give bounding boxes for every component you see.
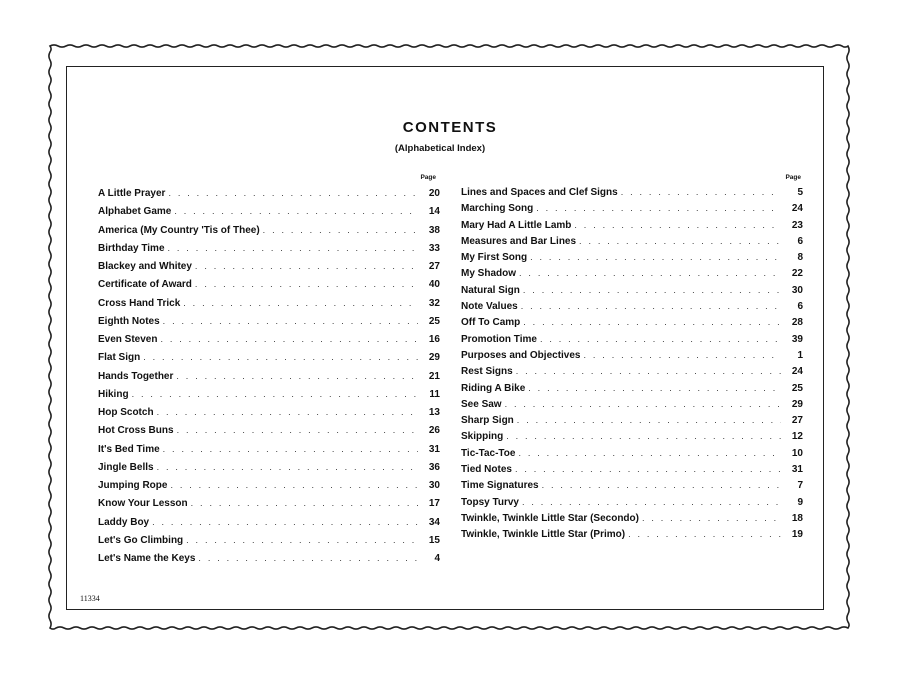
dot-leader: [574, 217, 781, 233]
entry-page-number: 5: [797, 187, 803, 198]
entry-page-number: 11: [429, 388, 440, 400]
contents-entry: [98, 348, 440, 366]
entry-title: Let's Name the Keys: [98, 553, 196, 564]
entry-title: Birthday Time: [98, 242, 165, 254]
entry-page-number: 30: [428, 480, 440, 491]
dot-leader: [157, 403, 418, 421]
contents-entry: [461, 477, 803, 493]
contents-entry: [461, 445, 803, 461]
contents-entry: [461, 217, 803, 233]
contents-entry: [461, 526, 803, 542]
dot-leader: [170, 476, 418, 494]
entry-page-number: 28: [791, 317, 803, 329]
dot-leader: [157, 458, 418, 476]
entry-page-number: 10: [791, 447, 803, 459]
contents-column-right: [461, 174, 803, 543]
entry-title: My Shadow: [461, 268, 517, 280]
contents-entry: [461, 265, 803, 281]
contents-entry: [461, 461, 803, 477]
entry-title: It's Bed Time: [98, 443, 160, 455]
dot-leader: [168, 239, 419, 257]
dot-leader: [542, 477, 781, 493]
entry-title: Jumping Rope: [98, 480, 168, 491]
entry-title: Blackey and Whitey: [98, 261, 192, 272]
dot-leader: [174, 202, 418, 220]
dot-leader: [132, 385, 418, 403]
contents-entry: [98, 184, 440, 202]
contents-entry: [98, 440, 440, 458]
entry-title: Tic-Tac-Toe: [461, 447, 516, 459]
dot-leader: [163, 312, 418, 330]
page-title: CONTENTS: [402, 119, 498, 136]
entry-page-number: 39: [791, 333, 803, 345]
entry-page-number: 29: [428, 352, 440, 364]
contents-entry: [98, 294, 440, 312]
entry-title: Flat Sign: [98, 352, 141, 364]
entry-title: Lines and Spaces and Clef Signs: [461, 187, 618, 198]
dot-leader: [536, 200, 781, 216]
entry-title: Hiking: [98, 388, 129, 400]
entry-list-left: [98, 184, 440, 567]
contents-entry: [461, 184, 803, 200]
entry-title: Mary Had A Little Lamb: [461, 219, 572, 231]
dot-leader: [523, 314, 781, 330]
page-subtitle: (Alphabetical Index): [394, 143, 486, 154]
entry-title: Certificate of Award: [98, 279, 192, 291]
entry-title: Tied Notes: [461, 464, 512, 476]
contents-entry: [98, 202, 440, 220]
entry-page-number: 15: [428, 534, 440, 546]
entry-page-number: 12: [791, 431, 803, 443]
entry-page-number: 6: [797, 301, 803, 313]
contents-column-left: [98, 174, 440, 567]
entry-page-number: 34: [428, 516, 440, 528]
entry-title: Natural Sign: [461, 284, 520, 296]
dot-leader: [516, 363, 781, 379]
dot-leader: [195, 275, 418, 293]
dot-leader: [517, 412, 781, 428]
entry-title: Time Signatures: [461, 480, 539, 492]
contents-entry: [98, 549, 440, 567]
entry-title: Note Values: [461, 301, 518, 313]
entry-title: Purposes and Objectives: [461, 349, 581, 361]
entry-page-number: 31: [791, 464, 803, 476]
entry-page-number: 6: [797, 235, 803, 247]
dot-leader: [523, 282, 781, 298]
entry-title: Cross Hand Trick: [98, 297, 181, 309]
dot-leader: [584, 347, 782, 363]
contents-entry: [98, 367, 440, 385]
entry-title: Hop Scotch: [98, 407, 154, 418]
dot-leader: [642, 510, 781, 526]
contents-entry: [461, 510, 803, 526]
contents-entry: [98, 403, 440, 421]
dot-leader: [515, 461, 781, 477]
contents-entry: [461, 331, 803, 347]
contents-entry: [461, 363, 803, 379]
contents-entry: [98, 257, 440, 275]
contents-entry: [98, 513, 440, 531]
dot-leader: [530, 249, 781, 265]
dot-leader: [579, 233, 781, 249]
dot-leader: [528, 380, 781, 396]
dot-leader: [198, 549, 418, 567]
dot-leader: [168, 184, 418, 202]
contents-entry: [98, 221, 440, 239]
entry-page-number: 31: [428, 443, 440, 455]
contents-entry: [461, 380, 803, 396]
contents-entry: [98, 531, 440, 549]
contents-entry: [461, 347, 803, 363]
entry-title: See Saw: [461, 398, 502, 410]
entry-title: Jingle Bells: [98, 461, 154, 473]
entry-title: Sharp Sign: [461, 415, 514, 427]
dot-leader: [263, 221, 418, 239]
entry-page-number: 24: [791, 366, 803, 378]
contents-entry: [98, 275, 440, 293]
entry-page-number: 21: [428, 370, 440, 382]
entry-title: Measures and Bar Lines: [461, 235, 577, 247]
entry-page-number: 14: [428, 206, 440, 218]
contents-entry: [461, 233, 803, 249]
dot-leader: [160, 330, 418, 348]
dot-leader: [628, 526, 781, 542]
contents-entry: [461, 282, 803, 298]
dot-leader: [143, 348, 418, 366]
dot-leader: [521, 298, 781, 314]
entry-page-number: 1: [797, 349, 803, 361]
entry-page-number: 19: [791, 529, 803, 541]
page-column-label: Page: [785, 174, 801, 181]
contents-entry: [98, 239, 440, 257]
contents-entry: [461, 314, 803, 330]
entry-page-number: 36: [428, 461, 440, 473]
contents-entry: [98, 385, 440, 403]
entry-title: A Little Prayer: [98, 188, 166, 199]
contents-entry: [98, 330, 440, 348]
contents-entry: [461, 200, 803, 216]
entry-title: Skipping: [461, 431, 504, 443]
dot-leader: [518, 445, 781, 461]
dot-leader: [621, 184, 781, 200]
entry-page-number: 27: [428, 261, 440, 272]
entry-page-number: 29: [791, 398, 803, 410]
entry-page-number: 8: [797, 252, 803, 264]
entry-page-number: 32: [428, 297, 440, 309]
entry-page-number: 7: [797, 480, 803, 492]
entry-page-number: 22: [791, 268, 803, 280]
contents-entry: [461, 428, 803, 444]
contents-entry: [461, 249, 803, 265]
contents-entry: [461, 494, 803, 510]
entry-title: Eighth Notes: [98, 315, 160, 327]
entry-title: Hot Cross Buns: [98, 425, 174, 437]
entry-page-number: 26: [428, 425, 440, 437]
dot-leader: [152, 513, 418, 531]
dot-leader: [195, 257, 418, 275]
dot-leader: [540, 331, 781, 347]
dot-leader: [522, 494, 781, 510]
entry-title: Topsy Turvy: [461, 496, 519, 508]
dot-leader: [183, 294, 418, 312]
entry-title: Hands Together: [98, 370, 174, 382]
entry-title: My First Song: [461, 252, 528, 264]
dot-leader: [506, 428, 781, 444]
dot-leader: [505, 396, 781, 412]
entry-page-number: 30: [791, 284, 803, 296]
dot-leader: [186, 531, 418, 549]
entry-page-number: 18: [791, 512, 803, 524]
contents-entry: [461, 298, 803, 314]
entry-page-number: 23: [791, 219, 803, 231]
entry-title: Off To Camp: [461, 317, 521, 329]
contents-entry: [98, 421, 440, 439]
dot-leader: [176, 367, 418, 385]
entry-page-number: 40: [428, 279, 440, 291]
entry-title: Know Your Lesson: [98, 498, 188, 510]
entry-page-number: 27: [791, 415, 803, 427]
catalog-number: 11334: [80, 594, 100, 603]
contents-entry: [98, 312, 440, 330]
dot-leader: [177, 421, 418, 439]
entry-title: America (My Country 'Tis of Thee): [98, 224, 260, 236]
entry-title: Laddy Boy: [98, 516, 150, 528]
entry-page-number: 9: [797, 496, 803, 508]
entry-page-number: 25: [428, 315, 440, 327]
entry-page-number: 13: [428, 407, 440, 418]
dot-leader: [163, 440, 418, 458]
entry-page-number: 33: [428, 242, 440, 254]
entry-title: Let's Go Climbing: [98, 534, 184, 546]
entry-page-number: 4: [434, 553, 440, 564]
contents-entry: [461, 396, 803, 412]
entry-title: Promotion Time: [461, 333, 537, 345]
entry-page-number: 16: [428, 334, 440, 345]
entry-title: Twinkle, Twinkle Little Star (Primo): [461, 529, 626, 541]
entry-title: Twinkle, Twinkle Little Star (Secondo): [461, 512, 639, 524]
entry-title: Riding A Bike: [461, 382, 526, 394]
dot-leader: [519, 265, 781, 281]
entry-title: Even Steven: [98, 334, 158, 345]
contents-entry: [98, 494, 440, 512]
entry-list-right: [461, 184, 803, 543]
entry-page-number: 17: [428, 498, 440, 510]
contents-entry: [461, 412, 803, 428]
entry-title: Rest Signs: [461, 366, 513, 378]
entry-page-number: 25: [791, 382, 803, 394]
entry-page-number: 38: [428, 224, 440, 236]
entry-page-number: 20: [428, 188, 440, 199]
page-column-label: Page: [420, 174, 436, 181]
contents-entry: [98, 458, 440, 476]
dot-leader: [191, 494, 418, 512]
contents-entry: [98, 476, 440, 494]
entry-title: Marching Song: [461, 203, 534, 215]
entry-title: Alphabet Game: [98, 206, 172, 218]
entry-page-number: 24: [791, 203, 803, 215]
